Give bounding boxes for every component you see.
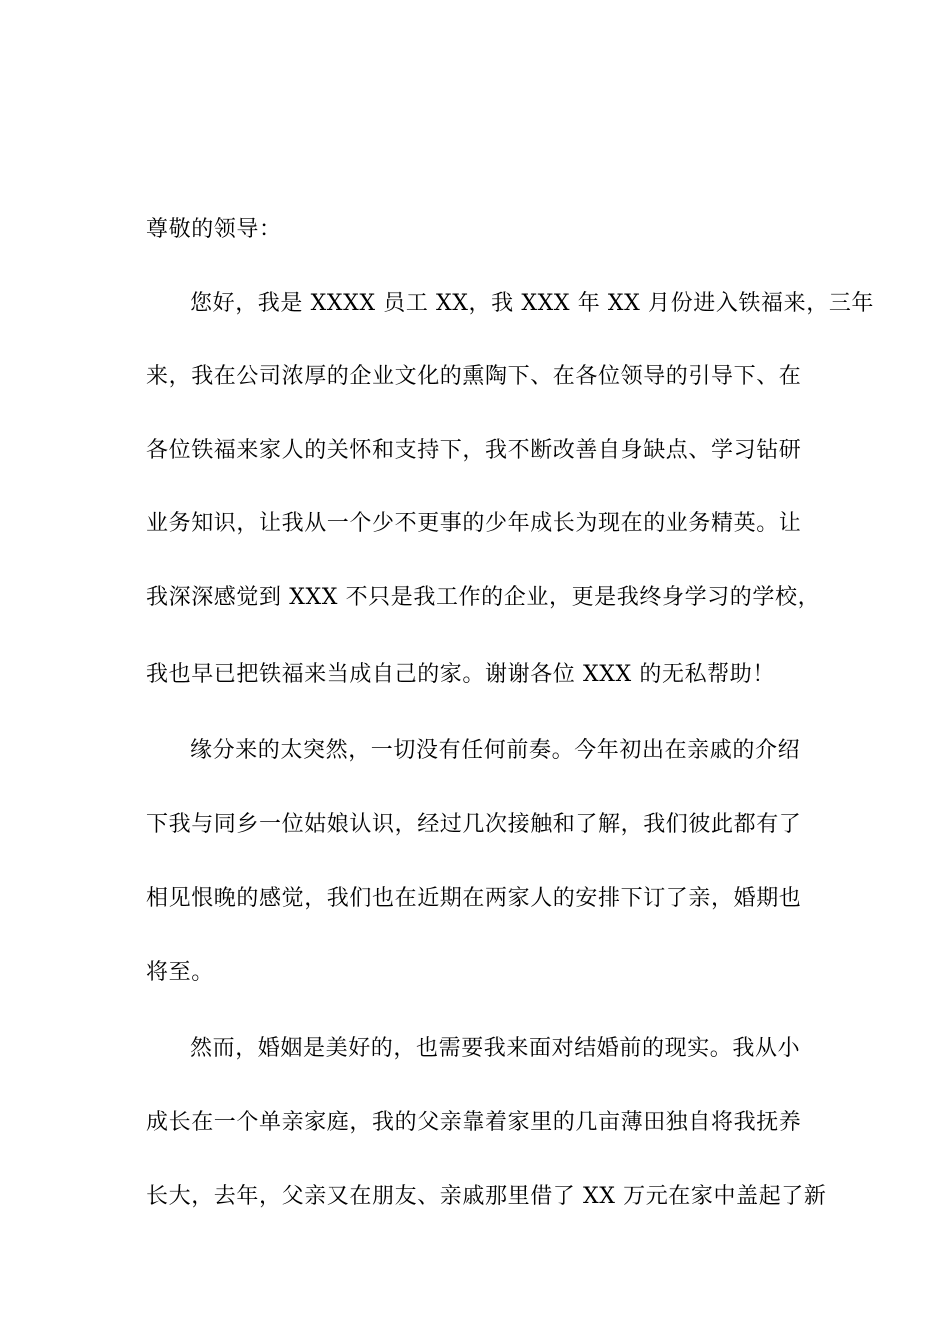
- paragraph-line: 我深深感觉到 XXX 不只是我工作的企业，更是我终身学习的学校，: [146, 585, 821, 610]
- paragraph-line: 然而，婚姻是美好的，也需要我来面对结婚前的现实。我从小: [190, 1036, 801, 1061]
- paragraph-line: 下我与同乡一位姑娘认识，经过几次接触和了解，我们彼此都有了: [146, 812, 802, 837]
- paragraph-line: 各位铁福来家人的关怀和支持下，我不断改善自身缺点、学习钻研: [146, 438, 802, 463]
- paragraph-line: 长大，去年，父亲又在朋友、亲戚那里借了 XX 万元在家中盖起了新: [146, 1184, 827, 1209]
- paragraph-line: 业务知识，让我从一个少不更事的少年成长为现在的业务精英。让: [146, 511, 802, 536]
- paragraph-line: 将至。: [146, 960, 214, 985]
- paragraph-line: 您好，我是 XXXX 员工 XX，我 XXX 年 XX 月份进入铁福来，三年: [190, 291, 875, 316]
- paragraph-line: 来，我在公司浓厚的企业文化的熏陶下、在各位领导的引导下、在: [146, 364, 802, 389]
- paragraph-line: 成长在一个单亲家庭，我的父亲靠着家里的几亩薄田独自将我抚养: [146, 1110, 802, 1135]
- paragraph-line: 相见恨晚的感觉，我们也在近期在两家人的安排下订了亲，婚期也: [146, 886, 802, 911]
- paragraph-line: 我也早已把铁福来当成自己的家。谢谢各位 XXX 的无私帮助！: [146, 662, 775, 687]
- salutation: 尊敬的领导：: [146, 217, 282, 242]
- paragraph-line: 缘分来的太突然，一切没有任何前奏。今年初出在亲戚的介绍: [190, 738, 801, 763]
